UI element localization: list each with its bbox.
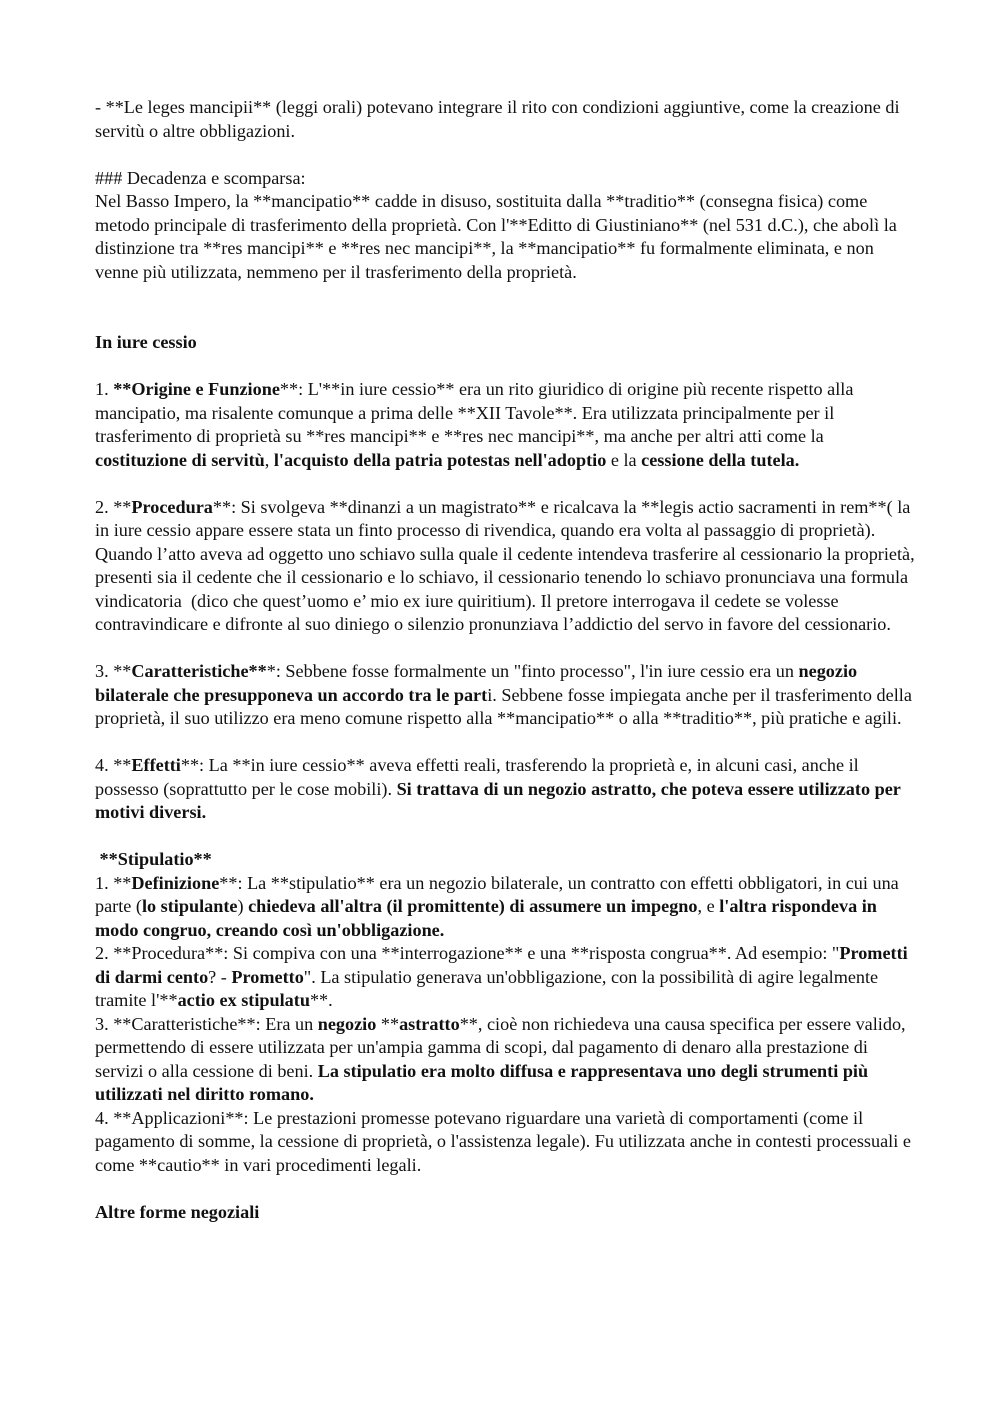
bold-text-run: lo stipulante bbox=[141, 896, 238, 916]
text-run: , bbox=[264, 449, 274, 470]
paragraph-stipulatio-applicazioni bbox=[95, 1107, 915, 1178]
spacer bbox=[95, 284, 915, 331]
bold-text-run: Caratteristiche** bbox=[131, 661, 267, 681]
text-run: ** bbox=[376, 1013, 400, 1034]
spacer bbox=[95, 472, 915, 496]
paragraph-stipulatio-procedura bbox=[95, 942, 915, 1013]
text-run: i. Sebbene fosse impiegata anche per il trasferimento della proprietà, il suo utilizzo era meno comune rispetto alla **mancipatio** o alla **traditio**, più pratiche e agili. bbox=[95, 684, 917, 728]
bold-text-run: Prometti di darmi cento bbox=[95, 943, 913, 987]
spacer bbox=[95, 731, 915, 755]
spacer bbox=[95, 355, 915, 379]
bold-text-run: l'acquisto della patria potestas nell'adoptio bbox=[273, 449, 607, 470]
spacer bbox=[95, 825, 915, 849]
text-run: Nel Basso Impero, la **mancipatio** cadde in disuso, sostituita dalla **traditio** (consegna fisica) come metodo principale di trasferimento della proprietà. Con l'**Editto di Giustiniano** (nel 531 d.C.), che abolì la distinzione tra **res mancipi** e **res nec mancipi**, la **mancipatio** fu formalmente eliminata, e non venne più utilizzata, nemmeno per il trasferimento della proprietà. bbox=[95, 191, 902, 282]
bold-text-run: actio ex stipulatu bbox=[177, 990, 310, 1010]
paragraph-iure-origine bbox=[95, 378, 915, 472]
bold-text-run: negozio bilaterale che presupponeva un accordo tra le part bbox=[95, 661, 862, 705]
text-run: **: La **stipulatio** era un negozio bilaterale, un contratto con effetti obbligatori, in cui una parte ( bbox=[95, 872, 904, 916]
text-run: , e bbox=[697, 896, 720, 916]
bold-text-run: costituzione di servitù bbox=[95, 449, 265, 470]
bold-text-run: **Origine e Funzione bbox=[113, 379, 280, 399]
paragraph-leges-mancipii bbox=[95, 96, 915, 143]
bold-text-run: l'altra rispondeva in modo congruo, creando così un'obbligazione. bbox=[95, 896, 882, 940]
paragraph-stipulatio-caratteristiche bbox=[95, 1013, 915, 1107]
text-run: ". La stipulatio generava un'obbligazione, con la possibilità di agire legalmente tramite l'** bbox=[95, 966, 883, 1010]
text-run: **, cioè non richiedeva una causa specifica per essere valido, permettendo di essere utilizzata per un'ampia gamma di scopi, dal pagamento di denaro alla prestazione di servizi o alla cessione di beni. bbox=[95, 1013, 911, 1081]
spacer bbox=[95, 637, 915, 661]
text-run: **: Si svolgeva **dinanzi a un magistrato** e ricalcava la **legis actio sacramenti in rem**( la in iure cessio appare essere stata un finto processo di rivendica, quando era volta al passaggio di proprietà). Quando l’atto aveva ad oggetto uno schiavo sulla quale il cedente intendeva trasferire al cessionario la proprietà, presenti sia il cedente che il cessionario e lo schiavo, il cessionario tenendo lo schiavo pronunciava una formula vindicatoria (dico che quest’uomo e’ mio ex iure quiritium). Il pretore interrogava il cedete se volesse contravindicare e difronte al suo diniego o silenzio pronunziava l’addictio del servo in favore del cessionario. bbox=[95, 496, 920, 634]
bold-text-run: **Stipulatio** bbox=[95, 849, 212, 869]
text-run: 4. **Applicazioni**: Le prestazioni promesse potevano riguardare una varietà di comportamenti (come il pagamento di somme, la cessione di proprietà, o l'assistenza legale). Fu utilizzata anche in contesti processuali e come **cautio** in vari procedimenti legali. bbox=[95, 1107, 916, 1175]
paragraph-iure-caratteristiche bbox=[95, 660, 915, 731]
section-title-in-iure-cessio bbox=[95, 331, 915, 355]
bold-text-run: La stipulatio era molto diffusa e rappresentava uno degli strumenti più utilizzati nel diritto romano. bbox=[95, 1060, 873, 1104]
text-run: **: L'**in iure cessio** era un rito giuridico di origine più recente rispetto alla mancipatio, ma risalente comunque a prima delle **XII Tavole**. Era utilizzata principalmente per il trasferimento di proprietà su **res mancipi** e **res nec mancipi**, ma anche per altri atti come la bbox=[95, 379, 858, 446]
text-run: e la bbox=[606, 449, 642, 470]
bold-text-run: chiedeva all'altra (il promittente) di assumere un impegno bbox=[248, 896, 698, 916]
heading-decadenza bbox=[95, 167, 915, 191]
paragraph-stipulatio-definizione bbox=[95, 872, 915, 943]
spacer bbox=[95, 1177, 915, 1201]
page-content bbox=[95, 96, 920, 1224]
text-run: 2. ** bbox=[95, 496, 132, 517]
text-run: 2. **Procedura**: Si compiva con una **interrogazione** e una **risposta congrua**. Ad esempio: " bbox=[95, 943, 840, 963]
text-run: 3. **Caratteristiche**: Era un bbox=[95, 1013, 318, 1034]
bold-text-run: astratto bbox=[399, 1013, 460, 1034]
text-run: 1. bbox=[95, 379, 114, 399]
paragraph-iure-procedura bbox=[95, 496, 920, 637]
text-run: ### Decadenza e scomparsa: bbox=[95, 167, 306, 188]
bold-text-run: In iure cessio bbox=[95, 332, 197, 352]
bold-text-run: Effetti bbox=[131, 755, 181, 775]
bold-text-run: Definizione bbox=[131, 872, 220, 893]
text-run: 4. ** bbox=[95, 755, 132, 775]
section-title-altre-forme bbox=[95, 1201, 915, 1225]
section-title-stipulatio bbox=[95, 848, 915, 872]
bold-text-run: negozio bbox=[317, 1013, 377, 1034]
text-run: ? - bbox=[208, 966, 232, 987]
text-run: ) bbox=[237, 896, 249, 916]
text-run: - **Le leges mancipii** (leggi orali) potevano integrare il rito con condizioni aggiuntive, come la creazione di servitù o altre obbligazioni. bbox=[95, 97, 905, 141]
bold-text-run: Procedura bbox=[131, 496, 213, 517]
bold-text-run: Si trattava di un negozio astratto, che poteva essere utilizzato per motivi diversi. bbox=[95, 778, 906, 822]
bold-text-run: cessione della tutela. bbox=[641, 449, 800, 470]
text-run: 3. ** bbox=[95, 661, 132, 681]
text-run: **: La **in iure cessio** aveva effetti reali, trasferendo la proprietà e, in alcuni casi, anche il possesso (soprattutto per le cose mobili). bbox=[95, 755, 864, 799]
bold-text-run: Prometto bbox=[231, 966, 304, 987]
text-run: **. bbox=[309, 990, 333, 1010]
spacer bbox=[95, 143, 915, 167]
text-run: 1. ** bbox=[95, 872, 132, 893]
paragraph-iure-effetti bbox=[95, 754, 915, 825]
text-run: *: Sebbene fosse formalmente un "finto processo", l'in iure cessio era un bbox=[266, 661, 799, 681]
paragraph-decadenza bbox=[95, 190, 915, 284]
bold-text-run: Altre forme negoziali bbox=[95, 1201, 260, 1222]
